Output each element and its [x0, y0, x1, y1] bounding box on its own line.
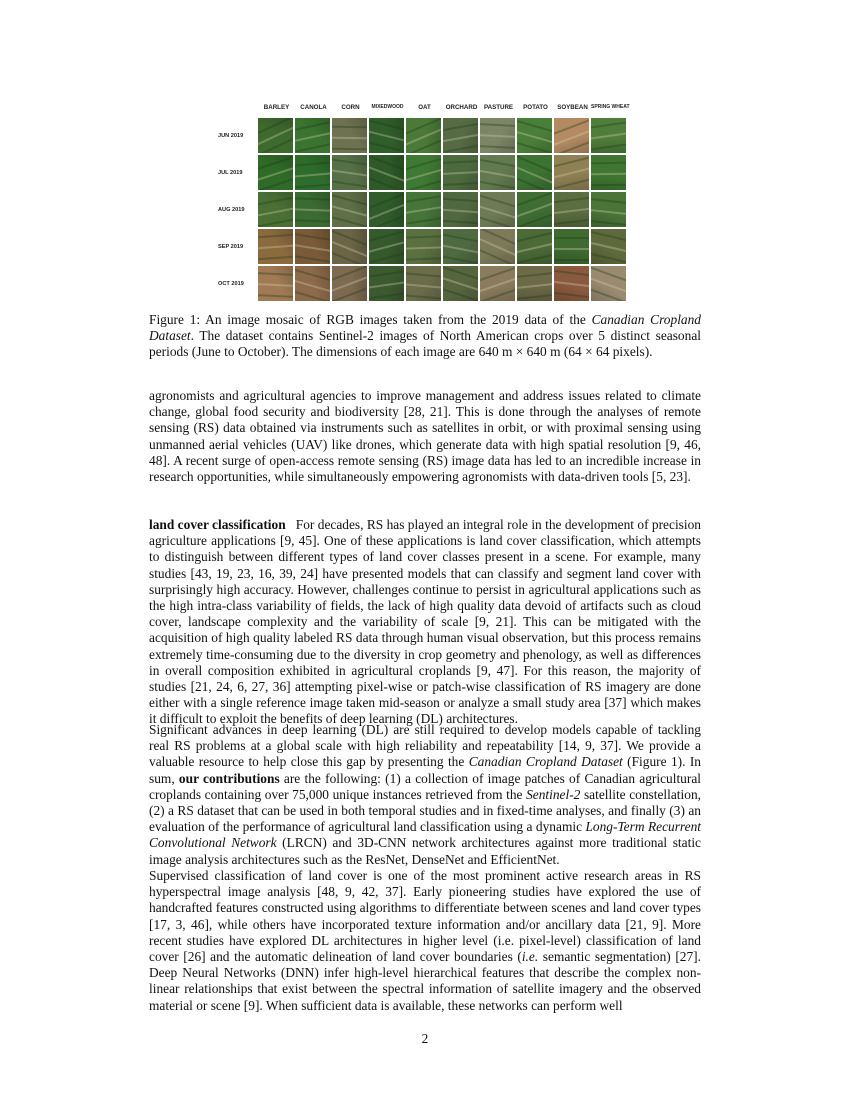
tile-field-stripe [369, 139, 404, 153]
tile-field-stripe [517, 192, 552, 209]
tile-field-stripe [369, 291, 404, 301]
tile-field-stripe [554, 291, 589, 300]
tile-field-stripe [517, 293, 552, 301]
tile-field-stripe [332, 168, 367, 178]
tile-field-stripe [295, 254, 330, 264]
mosaic-tile [295, 118, 330, 153]
mosaic-column-label: PASTURE [483, 104, 514, 111]
mosaic-row-label: OCT 2019 [218, 281, 244, 287]
supervised-ie: i.e. [521, 949, 539, 965]
paragraph-supervised [149, 868, 701, 1014]
tile-field-stripe [443, 132, 478, 144]
mosaic-grid [258, 118, 628, 301]
contrib-text-d: satellite constellation, (2) a RS dataset that can be used in both temporal studies and in fixed-time analyses, and finally (3) an evaluation of the performance of agricultural land classification using a dynamic [149, 786, 701, 835]
mosaic-tile [517, 155, 552, 190]
tile-field-stripe [591, 229, 626, 243]
mosaic-tile [591, 118, 626, 153]
contrib-text-b: (Figure 1). In sum, [149, 754, 701, 786]
mosaic-tile [443, 118, 478, 153]
tile-field-stripe [554, 118, 589, 138]
tile-field-stripe [332, 192, 367, 208]
tile-field-stripe [258, 217, 293, 227]
caption-text-b: . The dataset contains Sentinel-2 images of North American crops over 5 distinct seasonal periods (June to October). The dimensions of each image are 640 m × 640 m (64 × 64 pixels). [149, 328, 701, 360]
tile-field-stripe [591, 184, 626, 187]
tile-field-stripe [369, 128, 404, 143]
tile-field-stripe [295, 172, 330, 179]
tile-field-stripe [554, 269, 589, 278]
mosaic-tile [480, 192, 515, 227]
tile-field-stripe [443, 143, 478, 153]
tile-field-stripe [332, 126, 367, 129]
tile-field-stripe [554, 196, 589, 205]
tile-field-stripe [406, 235, 441, 239]
contrib-lrcn: Long-Term Recurrent Convolutional Network [149, 819, 701, 851]
paragraph-land-cover [149, 517, 701, 728]
mosaic-tile [517, 266, 552, 301]
tile-field-stripe [591, 131, 626, 141]
mosaic-tile [332, 155, 367, 190]
tile-field-stripe [258, 255, 293, 261]
tile-field-stripe [295, 232, 330, 243]
mosaic-tile [332, 192, 367, 227]
mosaic-tile [554, 118, 589, 153]
tile-field-stripe [332, 148, 367, 151]
tile-field-stripe [591, 240, 626, 254]
tile-field-stripe [332, 179, 367, 189]
tile-field-stripe [406, 194, 441, 205]
tile-field-stripe [295, 119, 330, 132]
tile-field-stripe [443, 197, 478, 203]
mosaic-tile [295, 192, 330, 227]
mosaic-tile [554, 229, 589, 264]
tile-field-stripe [443, 219, 478, 225]
paragraph-contributions [149, 722, 701, 868]
tile-field-stripe [332, 229, 367, 249]
tile-field-stripe [332, 137, 367, 140]
caption-dataset-name: Canadian Cropland Dataset [149, 312, 701, 344]
tile-field-stripe [369, 192, 404, 212]
tile-field-stripe [406, 283, 441, 290]
tile-field-stripe [480, 157, 515, 169]
paragraph-intro: agronomists and agricultural agencies to improve management and address issues related to climate change, global food security and biodiversity [28, 21]. This is done through the analyses of remote sensing (RS) data obtained via instruments such as satellites in orbit, or with proximal sensing using unmanned aerial vehicles (UAV) like drones, which generate data with high spatial resolution [9, 46, 48]. A recent surge of open-access remote sensing (RS) image data has led to an incredible increase in research opportunities, while simultaneously empowering agronomists with data-driven tools [5, 23]. [149, 388, 701, 485]
tile-field-stripe [443, 243, 478, 255]
tile-field-stripe [443, 160, 478, 165]
tile-field-stripe [443, 171, 478, 176]
tile-field-stripe [443, 182, 478, 187]
tile-field-stripe [554, 248, 589, 250]
tile-field-stripe [332, 214, 367, 227]
tile-field-stripe [443, 232, 478, 244]
tile-field-stripe [517, 230, 552, 244]
mosaic-column-label: BARLEY [263, 104, 290, 111]
tile-field-stripe [258, 244, 293, 250]
tile-field-stripe [591, 208, 626, 216]
mosaic-column-label: CANOLA [300, 104, 327, 111]
mosaic-row-label: SEP 2019 [218, 244, 244, 250]
tile-field-stripe [258, 134, 293, 153]
mosaic-tile [591, 266, 626, 301]
tile-field-stripe [480, 123, 515, 128]
mosaic-tile [480, 229, 515, 264]
tile-field-stripe [554, 259, 589, 261]
mosaic-column-label: SOYBEAN [557, 104, 588, 111]
tile-field-stripe [517, 282, 552, 290]
tile-field-stripe [517, 163, 552, 186]
tile-field-stripe [517, 271, 552, 279]
tile-field-stripe [480, 179, 515, 190]
mosaic-tile [591, 229, 626, 264]
tile-field-stripe [258, 294, 293, 299]
tile-field-stripe [332, 249, 367, 264]
tile-field-stripe [406, 294, 441, 301]
tile-field-stripe [258, 195, 293, 207]
tile-field-stripe [443, 121, 478, 133]
tile-field-stripe [517, 155, 552, 176]
mosaic-tile [443, 192, 478, 227]
mosaic-tile [554, 192, 589, 227]
mosaic-tile [480, 266, 515, 301]
contrib-text-a: Significant advances in deep learning (DL) are still required to develop models capable of tackling real RS problems at a global scale with high reliability and repeatability [14, 9, 37]. We provide a valuable resource to help close this gap by presenting the [149, 722, 701, 770]
tile-field-stripe [258, 283, 293, 288]
mosaic-tile [443, 155, 478, 190]
tile-field-stripe [591, 162, 626, 165]
mosaic-tile [332, 118, 367, 153]
tile-field-stripe [406, 216, 441, 227]
tile-field-stripe [591, 173, 626, 176]
mosaic-tile [258, 192, 293, 227]
tile-field-stripe [554, 218, 589, 227]
tile-field-stripe [258, 206, 293, 218]
tile-field-stripe [554, 207, 589, 216]
mosaic-column-label: CORN [341, 104, 360, 111]
tile-field-stripe [443, 254, 478, 264]
mosaic-tile [443, 229, 478, 264]
tile-field-stripe [406, 246, 441, 250]
mosaic-tile [554, 155, 589, 190]
tile-field-stripe [332, 157, 367, 167]
mosaic-tile [369, 229, 404, 264]
mosaic-tile [369, 118, 404, 153]
mosaic-tile [332, 229, 367, 264]
tile-field-stripe [517, 252, 552, 264]
mosaic-tile [406, 118, 441, 153]
mosaic-tile [443, 266, 478, 301]
tile-field-stripe [480, 168, 515, 180]
mosaic-column-label: OAT [418, 104, 431, 111]
mosaic-tile [295, 266, 330, 301]
tile-field-stripe [295, 243, 330, 254]
tile-field-stripe [591, 219, 626, 227]
contrib-dataset-name: Canadian Cropland Dataset [468, 754, 623, 770]
paragraph-land-cover-text: For decades, RS has played an integral role in the development of precision agriculture applications [9, 45]. One of these applications is land cover classification, which attempts to distinguish between different types of land cover classes present in a scene. For example, many studies [43, 19, 23, 16, 39, 24] have presented models that can classify and segment land cover with surprisingly high accuracy. However, challenges continue to persist in agricultural applications such as the high intra-class variability of fields, the lack of high quality data devoid of artifacts such as cloud cover, landscape complexity and the variability of scale [9, 21]. This can be mitigated with the acquisition of high quality labeled RS data through human visual observation, but this process remains extremely time-consuming due to the diversity in crop geometry and phenology, as well as differences in overall composition exhibited in agricultural croplands [9, 47]. For this reason, the majority of studies [21, 24, 6, 27, 36] attempting pixel-wise or patch-wise classification of RS imagery are done either with a single reference image taken mid-season or analyze a small study area [37] which makes it difficult to exploit the benefits of deep learning (DL) architectures. [149, 517, 701, 727]
mosaic-tile [258, 266, 293, 301]
section-heading-land-cover: land cover classification [149, 517, 286, 532]
tile-field-stripe [480, 235, 515, 259]
tile-field-stripe [258, 233, 293, 239]
tile-field-stripe [295, 141, 330, 153]
mosaic-tile [406, 192, 441, 227]
mosaic-row-label: AUG 2019 [218, 207, 245, 213]
supervised-text-a: Supervised classification of land cover is one of the most prominent active research areas in RS hyperspectral image analysis [48, 9, 42, 37]. Early pioneering studies have explored the use of handcrafted features constructed using algorithms to differentiate between scenes and land cover types [17, 3, 46], while others have incorporated texture information and/or ancillary data [21, 9]. More recent studies have explored DL architectures in higher level (i.e. pixel-level) classification of land cover [26] and the automatic delineation of land cover boundaries ( [149, 868, 701, 965]
tile-field-stripe [591, 142, 626, 152]
tile-field-stripe [406, 205, 441, 216]
tile-field-stripe [591, 197, 626, 205]
tile-field-stripe [480, 145, 515, 150]
mosaic-tile [369, 155, 404, 190]
contrib-bold: our contributions [178, 770, 280, 786]
mosaic-tile [406, 155, 441, 190]
mosaic-row-label: JUN 2019 [218, 133, 244, 139]
mosaic-column-label: MIXEDWOOD [371, 104, 404, 110]
tile-field-stripe [517, 241, 552, 255]
mosaic-tile [369, 266, 404, 301]
mosaic-tile [480, 155, 515, 190]
mosaic-tile [554, 266, 589, 301]
tile-field-stripe [258, 272, 293, 277]
tile-field-stripe [332, 203, 367, 219]
mosaic-column-label: ORCHARD [445, 104, 478, 111]
tile-field-stripe [332, 266, 367, 284]
mosaic-column-label: SPRING WHEAT [591, 104, 630, 110]
mosaic-tile [258, 229, 293, 264]
mosaic-row-label: JUL 2019 [218, 170, 243, 176]
tile-field-stripe [295, 130, 330, 143]
tile-field-stripe [406, 136, 441, 153]
mosaic-tile [332, 266, 367, 301]
caption-label: Figure 1: [149, 312, 201, 327]
mosaic-tile [591, 155, 626, 190]
tile-field-stripe [443, 208, 478, 214]
tile-field-stripe [406, 272, 441, 279]
mosaic-tile [258, 118, 293, 153]
mosaic-tile [517, 192, 552, 227]
tile-field-stripe [554, 176, 589, 190]
tile-field-stripe [295, 183, 330, 190]
contrib-sentinel: Sentinel-2 [526, 786, 581, 802]
mosaic-tile [369, 192, 404, 227]
tile-field-stripe [295, 197, 330, 201]
tile-field-stripe [295, 219, 330, 223]
contrib-text-e: (LRCN) and 3D-CNN network architectures against more traditional static image analysis architectures such as the ResNet, DenseNet and EfficientNet. [149, 835, 701, 867]
mosaic-column-label: POTATO [523, 104, 548, 111]
tile-field-stripe [480, 134, 515, 139]
tile-field-stripe [369, 212, 404, 227]
tile-field-stripe [369, 269, 404, 279]
tile-field-stripe [295, 208, 330, 212]
tile-field-stripe [369, 118, 404, 133]
supervised-text-b: semantic segmentation) [27]. Deep Neural Networks (DNN) infer high-level hierarchical features that describe the complex non-linear relationships that exist between the spectral information of satellite imagery and the observed material or scene [9]. When sufficient data is available, these networks can perform well [149, 949, 701, 1013]
tile-field-stripe [406, 257, 441, 261]
tile-field-stripe [295, 161, 330, 168]
figure-caption [149, 312, 701, 361]
mosaic-column-labels [258, 100, 628, 114]
mosaic-tile [480, 118, 515, 153]
tile-field-stripe [369, 250, 404, 264]
tile-field-stripe [369, 174, 404, 190]
tile-field-stripe [554, 165, 589, 180]
mosaic-tile [258, 155, 293, 190]
tile-field-stripe [369, 155, 404, 174]
tile-field-stripe [554, 155, 589, 170]
mosaic-tile [406, 229, 441, 264]
figure-mosaic [218, 100, 628, 305]
mosaic-tile [591, 192, 626, 227]
tile-field-stripe [369, 280, 404, 290]
contrib-text-c: are the following: (1) a collection of image patches of Canadian agricultural croplands containing over 75,000 unique instances retrieved from the [149, 770, 701, 802]
tile-field-stripe [554, 280, 589, 289]
tile-field-stripe [591, 251, 626, 264]
page-number: 2 [421, 1031, 429, 1046]
tile-field-stripe [591, 120, 626, 130]
mosaic-tile [295, 229, 330, 264]
mosaic-tile [406, 266, 441, 301]
mosaic-tile [295, 155, 330, 190]
tile-field-stripe [554, 237, 589, 239]
mosaic-tile [517, 229, 552, 264]
caption-text-a: An image mosaic of RGB images taken from the 2019 data of the [200, 312, 592, 327]
tile-field-stripe [517, 174, 552, 190]
tile-field-stripe [480, 246, 515, 264]
mosaic-tile [517, 118, 552, 153]
